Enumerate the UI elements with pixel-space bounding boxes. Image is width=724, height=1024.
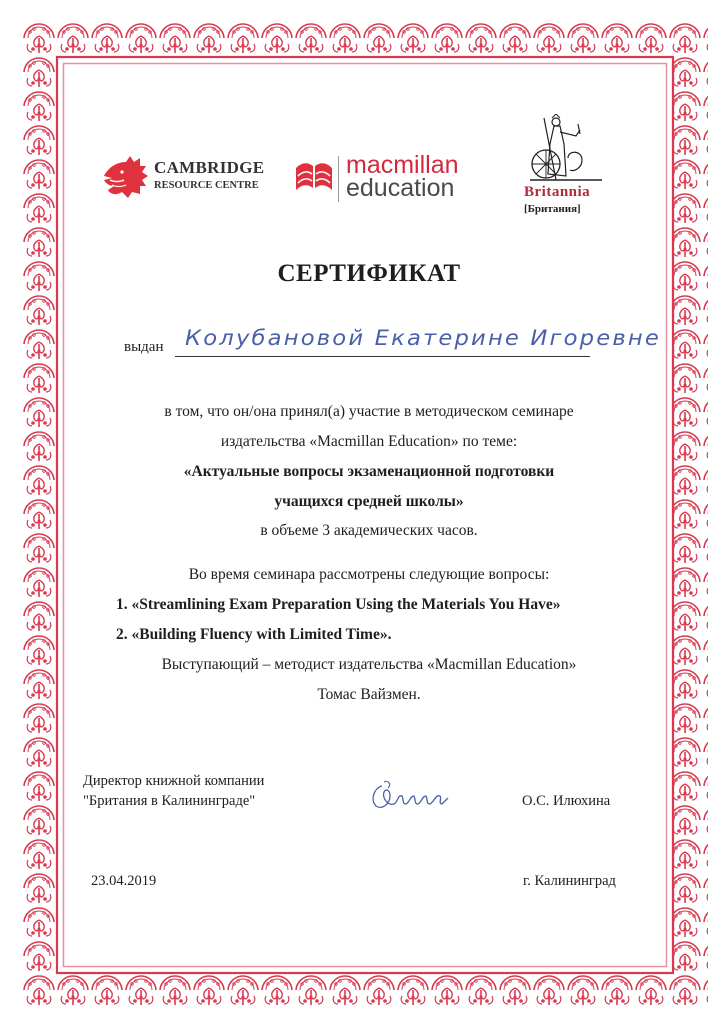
certificate-title: СЕРТИФИКАТ: [277, 260, 461, 287]
question-item: 1. «Streamlining Exam Preparation Using the Materials You Have»: [116, 596, 561, 613]
britannia-logo-title: Britannia: [524, 184, 591, 200]
topic-line-2: учащихся средней школы»: [274, 493, 464, 510]
logo-divider: [338, 156, 339, 202]
britannia-logo-subtitle: [Британия]: [524, 203, 581, 215]
certificate-date: 23.04.2019: [91, 873, 157, 889]
speaker-line: Выступающий – методист издательства «Macmillan Education»: [161, 656, 577, 673]
macmillan-logo: [294, 152, 474, 208]
speaker-name: Томас Вайзмен.: [317, 686, 421, 703]
hours-line: в объеме 3 академических часов.: [260, 522, 478, 539]
signature-image: [368, 780, 458, 814]
open-book-icon: [294, 160, 334, 194]
cambridge-logo: [100, 152, 270, 204]
macmillan-logo-title: macmillan: [346, 151, 459, 179]
recipient-underline: [175, 356, 590, 357]
topic-line-1: «Актуальные вопросы экзаменационной подготовки: [183, 463, 555, 480]
body-line-2: издательства «Macmillan Education» по теме:: [220, 433, 518, 450]
macmillan-logo-subtitle: education: [346, 174, 455, 202]
questions-intro: Во время семинара рассмотрены следующие вопросы:: [188, 566, 550, 583]
signatory-name: О.С. Илюхина: [522, 793, 611, 809]
question-item: 2. «Building Fluency with Limited Time».: [116, 626, 392, 643]
recipient-name-handwritten: Колубановой Екатерине Игоревне: [185, 326, 661, 350]
body-line-1: в том, что он/она принял(а) участие в методическом семинаре: [164, 403, 574, 420]
certificate-city: г. Калининград: [523, 873, 616, 889]
lion-head-icon: [100, 152, 150, 202]
issued-to-label: выдан: [124, 339, 164, 355]
britannia-logo: [512, 112, 622, 222]
cambridge-logo-title: CAMBRIDGE: [154, 158, 265, 177]
director-position-line-1: Директор книжной компании: [83, 773, 265, 789]
cambridge-logo-subtitle: RESOURCE CENTRE: [154, 180, 259, 191]
director-position-line-2: "Британия в Калининграде": [83, 793, 256, 809]
britannia-figure-icon: [526, 114, 606, 186]
